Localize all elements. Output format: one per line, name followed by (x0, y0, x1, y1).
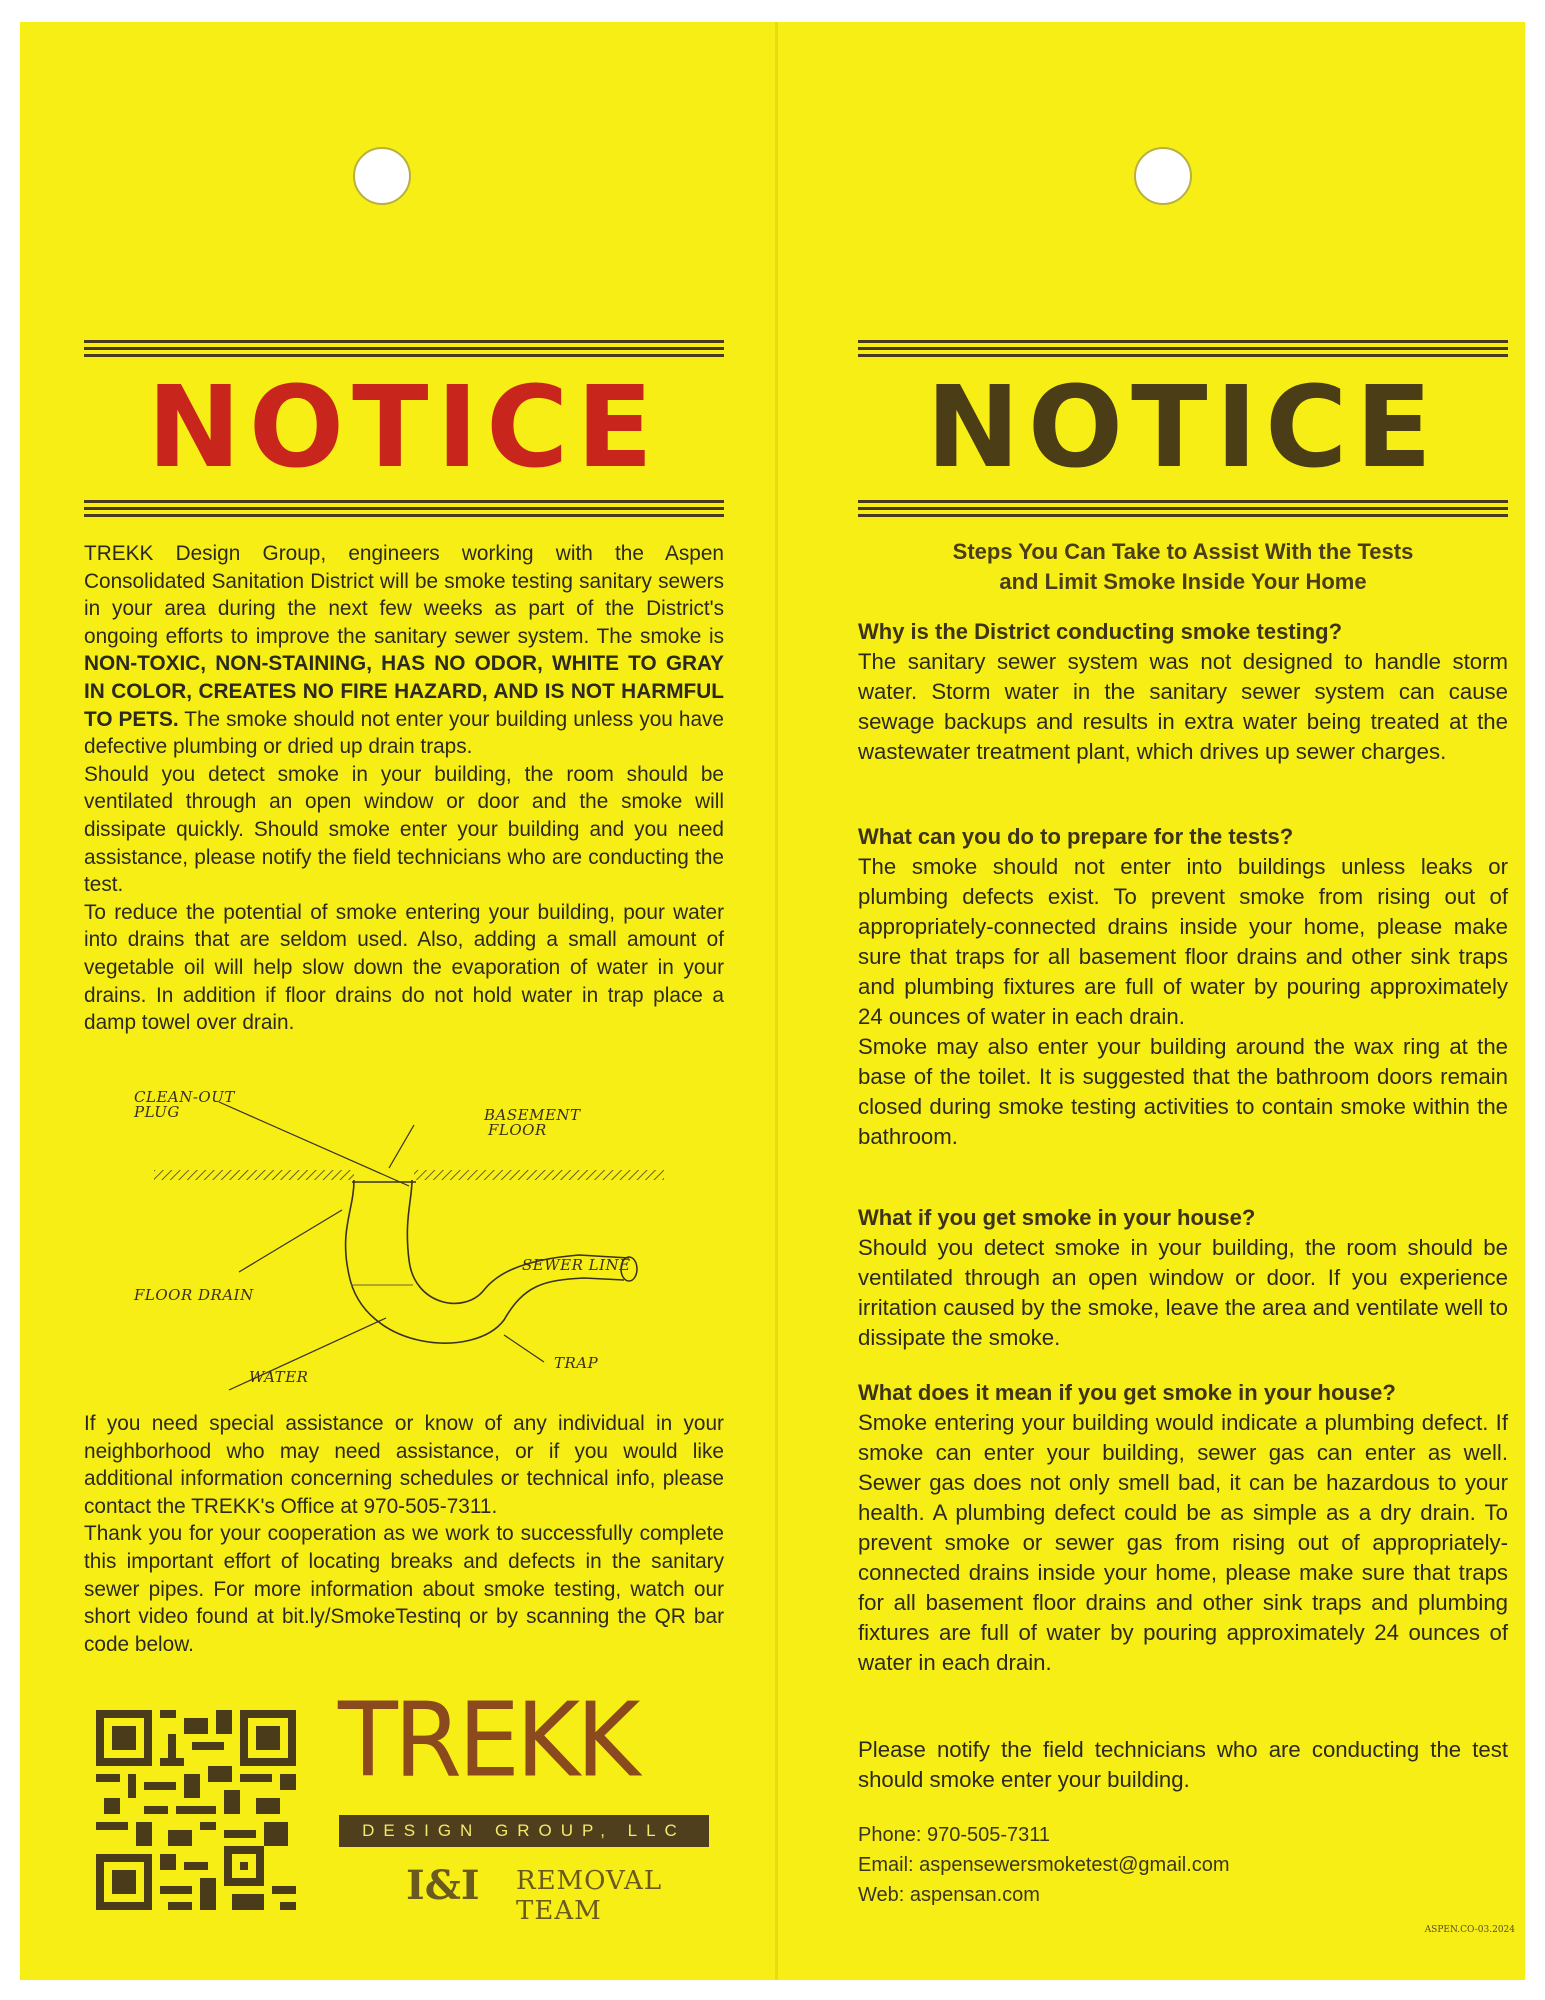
faq-answer: Should you detect smoke in your building, the room should be ventilated through an open window or door. If you experience irritation caused by the smoke, leave the area and ventilate well to dissipate the smoke. (858, 1235, 1508, 1350)
faq-question: What can you do to prepare for the tests? (858, 824, 1294, 849)
faq-prepare (858, 822, 1508, 1152)
contact-web[interactable]: Web: aspensan.com (858, 1884, 1040, 1906)
qr-code-icon[interactable] (96, 1710, 296, 1910)
contact-info (858, 1820, 1508, 1910)
faq-question: What if you get smoke in your house? (858, 1205, 1256, 1230)
ventilation-paragraph: Should you detect smoke in your building, the room should be ventilated through an open window or door and the smoke will dissipate quickly. Should smoke enter your building and you need assistance, please notify the field technicians who are conducting the test. (84, 762, 724, 897)
faq-why-testing (858, 617, 1508, 767)
left-closing-text (84, 1410, 724, 1658)
trap-diagram-icon (124, 1090, 704, 1400)
bottom-rule (84, 500, 724, 521)
ii-removal-mark: I&I (406, 1862, 480, 1909)
top-rule (84, 340, 724, 361)
reduce-smoke-paragraph: To reduce the potential of smoke entering your building, pour water into drains that are seldom used. Also, adding a small amount of vegetable oil will help slow down the evaporation of water in your drains. In addition if floor drains do not hold water in trap place a damp towel over drain. (84, 900, 724, 1035)
basement-floor-label: BASEMENT FLOOR (484, 1106, 581, 1139)
thank-you-paragraph: Thank you for your cooperation as we work to successfully complete this important effort of locating breaks and defects in the sanitary sewer pipes. For more information about smoke testing, watch our short video found at bit.ly/SmokeTestinq or by scanning the QR bar code below. (84, 1522, 724, 1656)
punch-hole-icon-right (1134, 147, 1192, 205)
faq-answer: The sanitary sewer system was not designed to handle storm water. Storm water in the sanitary sewer system can cause sewage backups and results in extra water being treated at the wastewater treatment plant, which drives up sewer charges. (858, 649, 1508, 764)
faq-answer: The smoke should not enter into buildings unless leaks or plumbing defects exist. To prevent smoke from rising out of appropriately-connected drains inside your home, please make sure that traps for all basement floor drains and other sink traps and plumbing fixtures are full of water by pouring approximately 24 ounces of water in each drain. (858, 854, 1508, 1029)
faq-answer: Smoke entering your building would indicate a plumbing defect. If smoke can enter your building, sewer gas can enter as well. Sewer gas does not only smell bad, it can be hazardous to your health. A plumbing defect could be as simple as a dry drain. To prevent smoke or sewer gas from rising out of appropriately-connected drains inside your home, please make sure that traps for all basement floor drains and other sink traps and plumbing fixtures are full of water by pouring approximately 24 ounces of water in each drain. (858, 1410, 1508, 1675)
trekk-logo: TREKK (338, 1681, 637, 1801)
closing-note: Please notify the field technicians who are conducting the test should smoke enter your building. (858, 1737, 1508, 1792)
document-code: ASPEN.CO-03.2024 (1424, 1925, 1515, 1935)
floor-drain-label: FLOOR DRAIN (134, 1286, 254, 1304)
notice-title-left: NOTICE (147, 363, 661, 493)
assistance-paragraph: If you need special assistance or know of any individual in your neighborhood who may need assistance, or if you would like additional information concerning schedules or technical info, please contact the TREKK's Office at 970-505-7311. (84, 1412, 724, 1518)
faq-smoke-in-house (858, 1203, 1508, 1353)
trekk-tagline: DESIGN GROUP, LLC (339, 1815, 709, 1847)
punch-hole-icon-left (353, 147, 411, 205)
notice-title-right: NOTICE (926, 363, 1440, 493)
faq-question: Why is the District conducting smoke testing? (858, 619, 1343, 644)
trap-label: TRAP (554, 1354, 599, 1372)
ii-removal-team-label: REMOVAL TEAM (516, 1866, 663, 1926)
fold-line (775, 22, 778, 1980)
water-label: WATER (249, 1368, 309, 1386)
bottom-rule (858, 500, 1508, 521)
top-rule (858, 340, 1508, 361)
steps-subheading: Steps You Can Take to Assist With the Tests and Limit Smoke Inside Your Home (952, 539, 1414, 594)
contact-phone[interactable]: Phone: 970-505-7311 (858, 1824, 1051, 1846)
sewer-line-label: SEWER LINE (522, 1256, 631, 1274)
faq-answer-wax-ring: Smoke may also enter your building around the wax ring at the base of the toilet. It is suggested that the bathroom doors remain closed during smoke testing activities to contain smoke within the bathroom. (858, 1034, 1508, 1149)
left-body-text (84, 540, 724, 1037)
faq-smoke-meaning (858, 1378, 1508, 1678)
faq-question: What does it mean if you get smoke in your house? (858, 1380, 1396, 1405)
clean-out-plug-label: CLEAN-OUT PLUG (134, 1088, 235, 1121)
intro-paragraph: TREKK Design Group, engineers working with the Aspen Consolidated Sanitation District will be smoke testing sanitary sewers in your area during the next few weeks as part of the District's ongoing efforts to improve the sanitary sewer system. The smoke is NON-TOXIC, NON-STAINING, HAS NO ODOR, WHITE TO GRAY IN COLOR, CREATES NO FIRE HAZARD, AND IS NOT HARMFUL TO PETS. The smoke should not enter your building unless you have defective plumbing or dried up drain traps. (84, 542, 724, 759)
contact-email[interactable]: Email: aspensewersmoketest@gmail.com (858, 1854, 1230, 1876)
